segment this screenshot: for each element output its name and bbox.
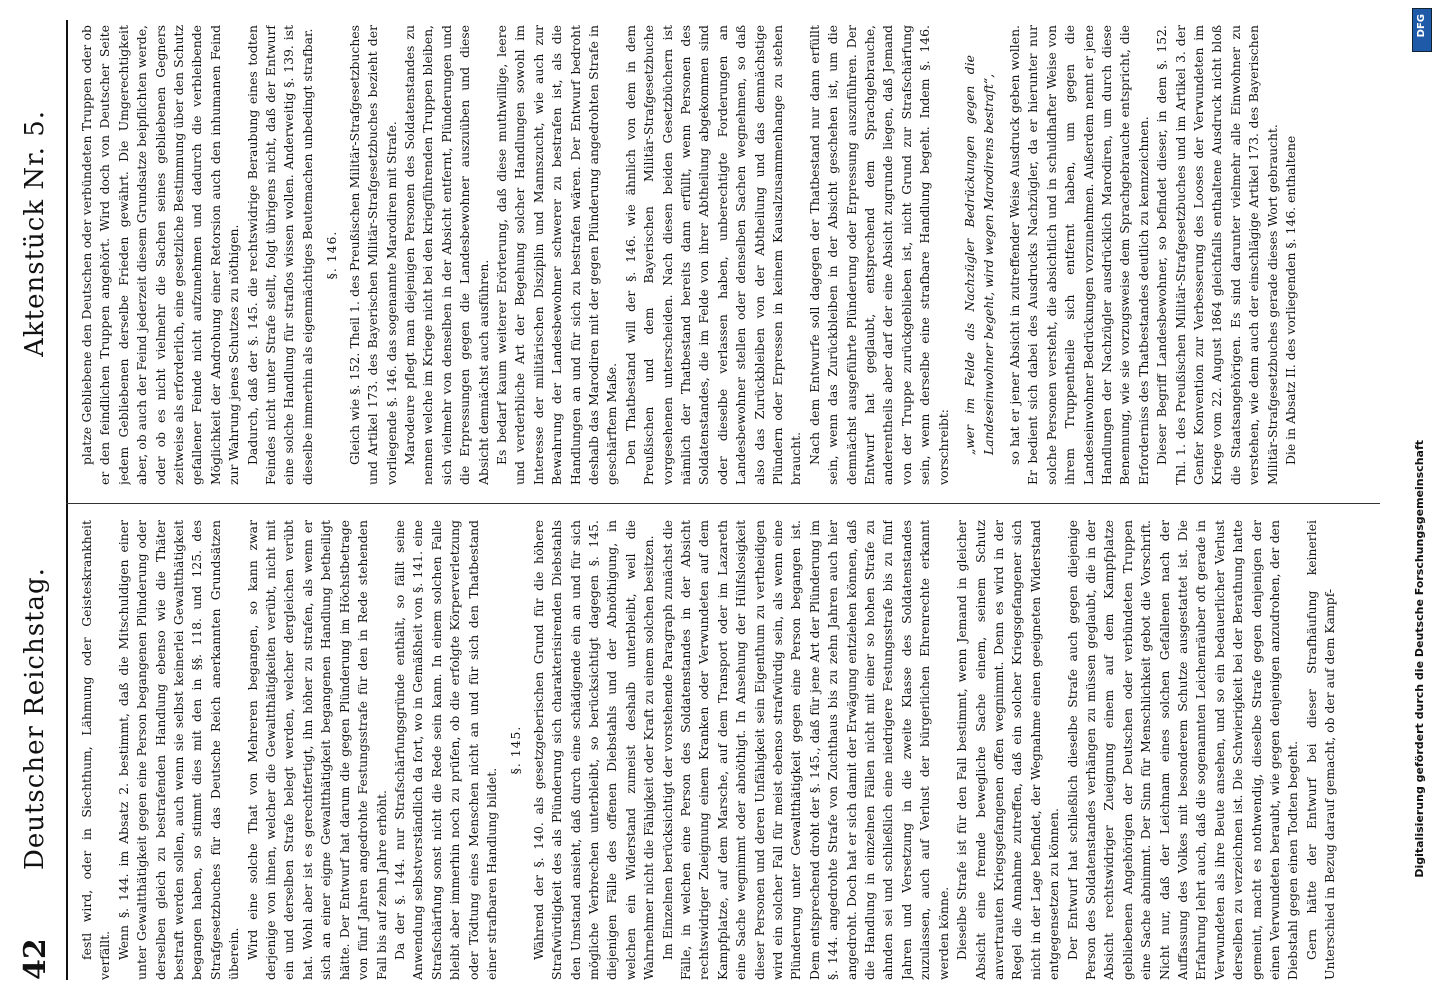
paragraph: so hat er jener Absicht in zutreffender Weise Ausdruck geben wollen. Er bedient sich dabei des Ausdrucks Nachzügler, da er hierunter nur solche Personen versteht, die absichtlich und in schuldhafter Weise von ihrem Truppentheile sich entfernt haben, um gegen die Landeseinwohner Bedrückungen vorzunehmen. Außerdem nennt er jene Handlungen der Nachzügler ausdrücklich Marodiren, um durch diese Benennung, wie sie vorzugsweise dem Sprachgebrauche entspricht, die Erforderniss des Thatbestandes deutlich zu kennzeichnen.	[1006, 25, 1151, 485]
paragraph: Wird eine solche That von Mehreren begangen, so kann zwar derjenige von ihnen, welcher die Gewaltthätigkeiten verübt, nicht mit ein und derselben Strafe belegt werden, welcher dergleichen verübt hat. Wohl aber ist es gerechtfertigt, ihn höher zu strafen, als wenn er sich an einer eigne Gewaltthätigkeit begangenen Handlung betheiligt hätte. Der Entwurf hat darum die gegen Plünderung im Höchstbetrage von fünf Jahren angedrohte Festungsstrafe für den in Rede stehenden Fall bis auf zehn Jahre erhöht.	[244, 520, 389, 980]
paragraph: Wenn §. 144. im Absatz 2. bestimmt, daß die Mitschuldigen einer unter Gewaltthätigkeit gegen eine Person begangenen Plünderung oder derselben gleich zu bestrafenden Handlung ebenso wie die Thäter bestraft werden sollen, auch wenn sie selbst keinerlei Gewaltthätigkeit begangen haben, so stimmt dies mit den in §§. 118. und 125. des Strafgesetzbuches für das Deutsche Reich anerkannten Grundsätzen überein.	[115, 520, 242, 980]
right-column	[78, 25, 1378, 485]
header-rule	[66, 20, 68, 980]
paragraph: Den Thatbestand will der §. 146. wie ähnlich von dem in dem Preußischen und dem Bayerischen Militär-Strafgesetzbuche vorgesehenen unterscheiden. Nach diesen beiden Gesetzbüchern ist nämlich der Thatbestand bereits dann erfüllt, wenn Personen des Soldatenstandes, die im Felde von ihrer Abtheilung abgekommen sind oder dieselbe verlassen haben, unberechtigte Forderungen an Landesbewohner stellen oder denselben Sachen wegnehmen, so daß also das Zurückbleiben von der Abtheilung und das demnächstige Plündern oder Erpressen in keinem Kausalzusammenhange zu stehen braucht.	[622, 25, 804, 485]
paragraph: Die in Absatz II. des vorliegenden §. 146. enthaltene	[1283, 135, 1298, 465]
paragraph: Während der §. 140. als gesetzgeberischen Grund für die höhere Strafwürdigkeit des als Plünderung sich charakterisirenden Diebstahls den Umstand ansieht, daß durch eine schädigende ein an und für sich mögliche Verbrechen unterbleibt, so berücksichtigt dagegen §. 145. diejenigen Fälle des offenen Diebstahls und der Abnöthigung, in welchen ein Widerstand zumeist deshalb unterbleibt, weil die Wahrnehmer nicht die Fähigkeit oder Kraft zu einem solchen besitzen.	[530, 520, 657, 980]
paragraph: Der Entwurf hat schließlich dieselbe Strafe auch gegen diejenige Person des Soldatenstandes verhängen zu müssen geglaubt, die in der Absicht rechtswidriger Zueignung einem auf dem Kampfplatze gebliebenen Angehörigen der Deutschen oder verbündeten Truppen eine Sache abnimmt. Der Sinn für Menschlichkeit gebot die Vorschrift. Nicht nur, daß der Leichnam eines solchen Gefallenen nach der Auffassung des Volkes mit besonderem Schutze ausgestattet ist. Die Erfahrung lehrt auch, daß die sogenannten Leichenräuber oft gerade in Verwundeten als ihre Beute ansehen, und so ein bedauerlicher Verlust derselben zu verzeichnen ist. Die Schwierigkeit bei der Berathung hatte gemeint, macht es nothwendig, dieselbe Strafe gegen denjenigen der einen Verwundeten beraubt, wie gegen denjenigen anzudrohen, der den Diebstahl gegen einen Todten begeht.	[1064, 520, 1301, 980]
running-title-left: Deutscher Reichstag.	[20, 567, 50, 870]
page-number: 42	[18, 938, 53, 980]
paragraph: platze Gebliebene den Deutschen oder verbündeten Truppen oder ob er den feindlichen Truppen angehört. Wird doch von Deutscher Seite jedem Gebliebenen derselbe Frieden gewährt. Die Umgerechtigkeit aber, ob auch der Feind jederzeit diesem Grundsatze beipflichten werde, oder ob es nicht vielmehr die Sachen seines gebliebenen Gegners zeitweise als erforderlich, eine gesetzliche Bestimmung über den Schutz gefallener Feinde nicht aufzunehmen und dadurch die verbleibende Möglichkeit der Androhung einer Retorsion auch den inhumanen Feind zur Wahrung jenes Schutzes zu nöthigen.	[79, 25, 242, 485]
running-title-right: Aktenstück Nr. 5.	[20, 110, 50, 357]
paragraph: Dadurch, daß der §. 145. die rechtswidrige Beraubung eines todten Feindes nicht unter Strafe stellt, folgt übrigens nicht, daß der Entwurf eine solche Handlung für straflos wissen wollen. Anderweitig §. 139. ist dieselbe immerhin als eigenmächtiges Beutemachen unbedingt strafbar.	[244, 25, 315, 485]
paragraph: Gern hätte der Entwurf bei dieser Strafhäufung keinerlei Unterschied in Bezug darauf gemacht, ob der auf dem Kampf-	[1303, 520, 1338, 980]
paragraph: Gleich wie §. 152. Theil 1. des Preußischen Militär-Strafgesetzbuches und Artikel 173. des Bayerischen Militär-Strafgesetzbuches bezieht der vorliegende §. 146. das sogenannte Marodiren mit Strafe.	[346, 25, 399, 485]
page-header	[18, 20, 64, 980]
paragraph: Im Einzelnen berücksichtigt der vorstehende Paragraph zunächst die Fälle, in welchen eine Person des Soldatenstandes in der Absicht rechtswidriger Zueignung einem Kranken oder Verwundeten auf dem Kampfplatze, auf dem Marsche, auf dem Transport oder im Lazareth eine Sache wegnimmt oder abnöthigt. In Ansehung der Hülfslosigkeit dieser Personen und deren Unfähigkeit sein Eigenthum zu vertheidigen wird ein solcher Fall für meist ebenso strafwürdig sein, als wenn eine Plünderung unter Gewaltthätigkeit gegen eine Person begangen ist. Dem entsprechend droht der §. 145., daß für jene Art der Plünderung im §. 144. angedrohte Strafe von Zuchthaus bis zu zehn Jahren auch hier angedroht. Doch hat er sich damit der Erwägung entziehen können, daß die Handlung in einzelnen Fällen nicht mit einer so hohen Strafe zu ahnden sei und schließlich eine niedrigere Festungsstrafe bis zu fünf Jahren und Versetzung in die zweite Klasse des Soldatenstandes zuzulassen, auch auf Verlust der bürgerlichen Ehrenrechte erkannt werden könne.	[659, 520, 951, 980]
paragraph: Dieselbe Strafe ist für den Fall bestimmt, wenn Jemand in gleicher Absicht eine fremde bewegliche Sache einem, seinem Schutz anvertrauten Kriegsgefangenen offen wegnimmt. Denn es wird in der Regel die Annahme zutreffen, daß ein solcher Kriegsgefangener sich nicht in der Lage befindet, der Wegnahme einen geeigneten Widerstand entgegensetzen zu können.	[954, 520, 1062, 980]
paragraph: Da der §. 144. nur Strafschärfungsgründe enthält, so fällt seine Anwendung selbstverständlich da fort, wo in Gemäßheit von §. 141. eine Strafschärfung sonst nicht die Rede sein kann. In einem solchen Falle bleibt aber immerhin noch zu prüfen, ob die erfolgte Körperverletzung oder Tödtung eines Menschen nicht an und für sich den Thatbestand einer strafbaren Handlung bildet.	[391, 520, 499, 980]
left-column	[78, 520, 1378, 980]
dfg-logo: DFG	[1412, 8, 1432, 52]
block-quote: „wer im Felde als Nachzügler Bedrückungen gegen die Landeseinwohner begeht, wird wegen Marodirens bestraft“,	[962, 55, 996, 455]
digitization-notice: Digitalisierung gefördert durch die Deutsche Forschungsgemeinschaft	[1413, 440, 1426, 878]
paragraph: festl wird, oder in Siechthum, Lähmung oder Geisteskrankheit verfällt.	[79, 520, 113, 980]
column-divider	[66, 503, 1380, 504]
paragraph: Marodeure pflegt man diejenigen Personen des Soldatenstandes zu nennen welche im Kriege nicht bei den kriegführenden Truppen bleiben, sich vielmehr von denselben in der Absicht entfernt, Plünderungen und die Erpressungen gegen die Landesbewohner auszuüben und diese Absicht demnächst auch ausführen.	[401, 25, 491, 485]
section-heading: §. 146.	[324, 230, 340, 280]
section-heading: §. 145.	[508, 725, 524, 775]
digitization-stamp	[1410, 0, 1432, 1000]
paragraph: Dieser Begriff Landesbewohner, so befindet dieser, in dem §. 152. Thl. 1. des Preußischen Militär-Strafgesetzbuches und im Artikel 3. der Genfer Konvention zur Verbesserung des Looses der Verwundeten im Kriege vom 22. August 1864 gleichfalls enthaltene Ausdruck nicht bloß die Staatsangehörigen. Es sind darunter vielmehr alle Einwohner zu verstehen, wie denn auch der einschlägige Artikel 173. des Bayerischen Militär-Strafgesetzbuches gerade dieses Wort gebraucht.	[1154, 25, 1280, 485]
paragraph: Nach dem Entwurfe soll dagegen der Thatbestand nur dann erfüllt sein, wenn das Zurückbleiben in der Absicht geschehen ist, um die demnächst ausgeführte Plünderung oder Erpressung auszuführen. Der Entwurf hat geglaubt, entsprechend dem Sprachgebrauche, anderentheils aber darf der eine Absicht zugrunde liegen, daß Jemand von der Truppe zurückgeblieben ist, nicht Grund zur Strafschärfung sein, wenn derselbe eine strafbare Handlung begeht. Indem §. 146. vorschreibt:	[806, 25, 951, 485]
paragraph: Es bedarf kaum weiterer Erörterung, daß diese muthwillige, leere und verderbliche Art der Begehung solcher Handlungen sowohl im Interesse der militärischen Disziplin und Mannszucht, wie auch zur Bewahrung der Landesbewohner schwerer zu bestrafen ist, als die Handlungen an und für sich zu bestrafen wären. Der Entwurf bedroht deshalb das Marodiren mit der gegen Plünderung angedrohten Strafe in geschärftem Maße.	[493, 25, 620, 485]
